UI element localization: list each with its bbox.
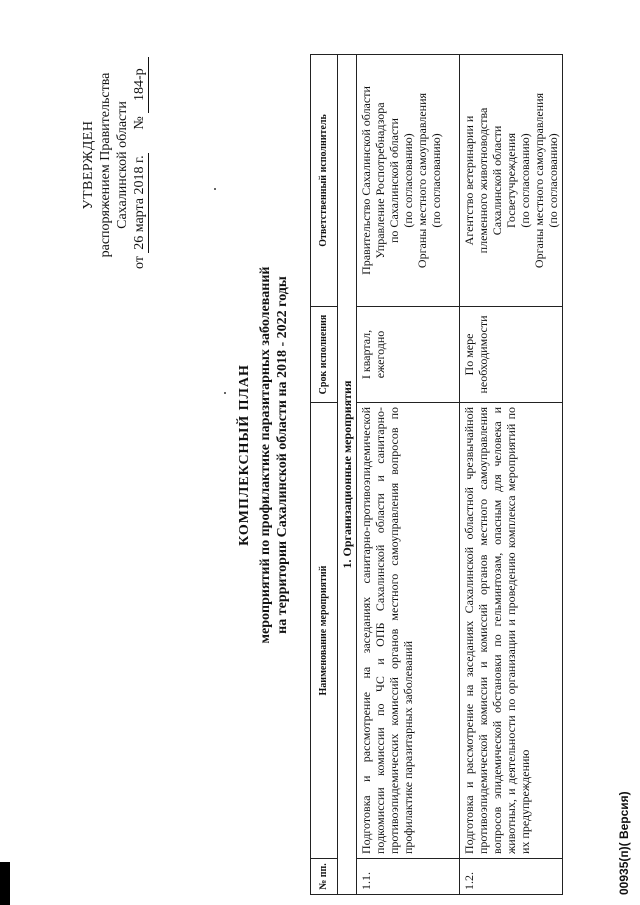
executor-line: племенного животноводства: [476, 107, 490, 254]
approval-date: 26 марта 2018 г.: [131, 153, 149, 253]
executor-line: Органы местного самоуправления: [415, 92, 429, 269]
row-number: 1.1.: [357, 859, 460, 895]
executor-line: по Сахалинской области: [387, 118, 401, 243]
plan-subtitle-2: на территории Сахалинской области на 2018 - 2022 годы: [275, 276, 290, 634]
row-number: 1.2.: [460, 859, 563, 895]
executor-line: Правительство Сахалинской области: [359, 86, 373, 275]
header-executor: Ответственный исполнитель: [311, 55, 338, 307]
header-term: Срок исполнения: [311, 307, 338, 403]
executor-line: (по согласованию): [546, 133, 560, 228]
plan-title: КОМПЛЕКСНЫЙ ПЛАН: [237, 364, 252, 546]
section-title: 1. Организационные мероприятия: [338, 55, 357, 895]
executor-line: Госветучреждения: [504, 133, 518, 228]
approval-title: УТВЕРЖДЕН: [81, 120, 96, 210]
executor-line: (по согласованию): [401, 133, 415, 228]
row-executor: [460, 55, 563, 307]
scan-speck: [214, 188, 216, 190]
section-row: [338, 55, 357, 895]
executor-line: Сахалинской области: [490, 125, 504, 236]
plan-table: [310, 54, 563, 895]
approval-from-label: от: [132, 256, 147, 269]
scan-edge-mark: [0, 862, 10, 905]
executor-line: (по согласованию): [429, 133, 443, 228]
plan-subtitle-1: мероприятий по профилактике паразитарных заболеваний: [258, 266, 273, 644]
row-executor: [357, 55, 460, 307]
approval-date-line: [131, 45, 149, 285]
executor-line: (по согласованию): [518, 133, 532, 228]
row-activity: Подготовка и рассмотрение на заседаниях Сахалинской областной чрезвычайной противоэпидемической комиссии и комиссий органов местного самоуправления вопросов эпидемической обстановки по гельминтозам, опасным для человека и животных, и деятельности по организации и проведению комплекса мероприятий по их предупреждению: [460, 403, 563, 859]
header-num: № пп.: [311, 859, 338, 895]
scan-speck: [224, 392, 226, 394]
approval-number: 184-р: [131, 57, 149, 113]
table-header-row: [311, 55, 338, 895]
executor-line: Управление Роспотребнадзора: [373, 102, 387, 259]
executor-line: Агентство ветеринарии и: [462, 115, 476, 246]
row-term: По мере необходимости: [460, 307, 563, 403]
header-name: Наименование мероприятий: [311, 403, 338, 859]
executor-line: Органы местного самоуправления: [532, 92, 546, 269]
approval-number-sign: №: [132, 116, 147, 130]
row-activity: Подготовка и рассмотрение на заседаниях санитарно-противоэпидемической подкомиссии комиссии по ЧС и ОПБ Сахалинской области и санитарно-противоэпидемических комиссий органов местного самоуправления вопросов по профилактике паразитарных заболеваний: [357, 403, 460, 859]
document-code: 00935(п)( Версия): [617, 791, 631, 895]
plan-heading: [236, 205, 291, 705]
approval-line-2: Сахалинской области: [115, 101, 130, 229]
table-row: [460, 55, 563, 895]
approval-line-1: распоряжением Правительства: [98, 72, 113, 258]
approval-stamp: [80, 45, 149, 285]
table-row: [357, 55, 460, 895]
row-term: I квартал, ежегодно: [357, 307, 460, 403]
